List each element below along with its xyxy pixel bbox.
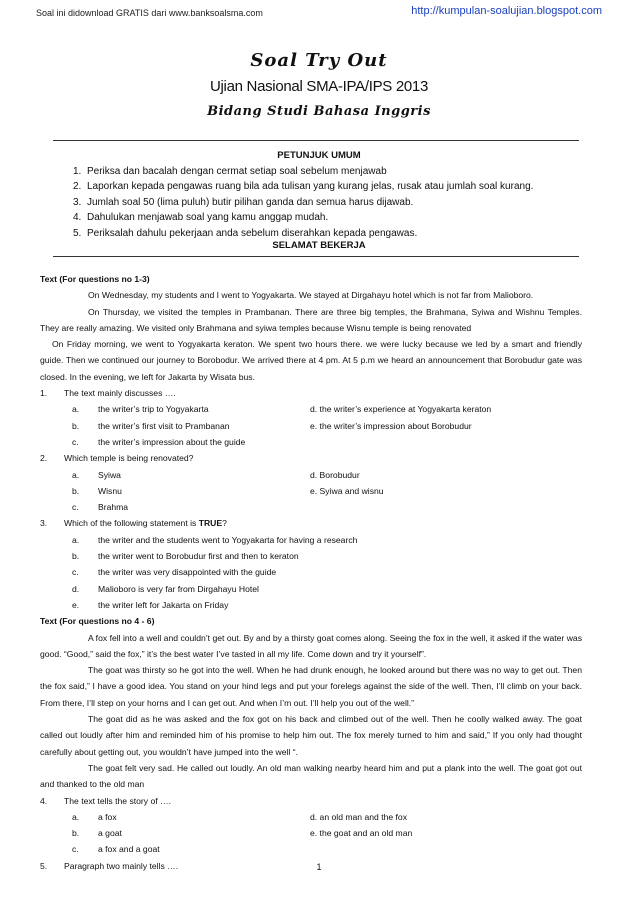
option-d: d. Borobudur xyxy=(310,469,360,480)
text1-paragraph: On Thursday, we visited the temples in Prambanan. There are three big temples, the Brahmana, Syiwa and Wishnu Temples. They are really amazing. We visited only Brahmana and syiwa temples because Wisnu temple is being renovated xyxy=(40,306,582,333)
option-d: Malioboro is very far from Dirgahayu Hotel xyxy=(98,583,259,594)
text1-paragraph: On Wednesday, my students and I went to Yogyakarta. We stayed at Dirgahayu hotel which is not far from Malioboro. xyxy=(88,290,534,301)
option-b: the writer went to Borobudur first and then to keraton xyxy=(98,551,299,562)
option-e: e. the writer’s impression about Borobudur xyxy=(310,420,472,431)
question-1-option-row: a. the writer’s trip to Yogyakarta d. the writer’s experience at Yogyakarta keraton xyxy=(40,401,582,417)
option-c: the writer’s impression about the guide xyxy=(98,436,246,447)
option-d: d. an old man and the fox xyxy=(310,811,407,822)
question-1-option-row: c. the writer’s impression about the guide xyxy=(40,434,582,450)
question-2-option-row: c. Brahma xyxy=(40,499,582,515)
divider-top xyxy=(53,140,579,141)
closing-note: SELAMAT BEKERJA xyxy=(272,240,366,251)
divider-bottom xyxy=(53,256,579,257)
option-e: e. Syiwa and wisnu xyxy=(310,485,384,496)
instruction-item: 4. Dahulukan menjawab soal yang kamu anggap mudah. xyxy=(73,212,329,224)
instruction-item: 3. Jumlah soal 50 (lima puluh) butir pilihan ganda dan semua harus dijawab. xyxy=(73,196,414,208)
question-3-option-row: b. the writer went to Borobudur first and then to keraton xyxy=(40,548,582,564)
question-2-option-row: a. Syiwa d. Borobudur xyxy=(40,467,582,483)
download-source-note: Soal ini didownload GRATIS dari www.banksoalsma.com xyxy=(36,8,263,18)
question-3-option-row: e. the writer left for Jakarta on Friday xyxy=(40,597,582,613)
option-e: e. the goat and an old man xyxy=(310,828,413,839)
blog-url-link[interactable]: http://kumpulan-soalujian.blogspot.com xyxy=(411,5,602,17)
doc-title: Soal Try Out xyxy=(250,50,388,71)
subject-name: Bidang Studi Bahasa Inggris xyxy=(207,104,431,119)
option-a: Syiwa xyxy=(98,469,121,480)
question-4: 4. The text tells the story of …. xyxy=(40,795,171,806)
question-3: 3. Which of the following statement is TRUE? xyxy=(40,518,227,529)
option-b: a goat xyxy=(98,828,122,839)
question-4-option-row: a. a fox d. an old man and the fox xyxy=(40,809,582,825)
instructions-list xyxy=(63,164,583,241)
option-c: Brahma xyxy=(98,502,129,513)
text2-paragraph: The goat did as he was asked and the fox got on his back and climbed out of the well. Then he coolly walked away. The goat called out loudly after him and reminded him of his promise to help him out. The fox merely turned to him and said,” If you only had thought carefully about getting out, you wouldn’t have jumped into the well “. xyxy=(40,714,582,757)
text2-paragraph: The goat was thirsty so he got into the well. When he had drunk enough, he looked around but there was no way to get out. Then the fox said,” I have a good idea. You stand on your hind legs and put your forelegs against the side of the well. Then, I’ll climb on your back. From there, I’ll step on your horns and I can get out. And when I’m out. I’ll help you out of the well.” xyxy=(40,665,582,708)
text2-paragraph: The goat felt very sad. He called out loudly. An old man walking nearby heard him and put a plank into the well. The goat got out and thanked to the old man xyxy=(40,762,582,790)
instruction-item: 1. Periksa dan bacalah dengan cermat setiap soal sebelum menjawab xyxy=(73,166,387,177)
text1-paragraph: On Friday morning, we went to Yogyakarta keraton. We spent two hours there. we were lucky because we led by a smart and friendly guide. Then we continued our journey to Borobodur. We arrived there at 4 pm. At 5 p.m we heard an announcement that Borobudur gate was closed. In the evening, we left for Jakarta by Wisata bus. xyxy=(40,339,582,382)
exam-name: Ujian Nasional SMA-IPA/IPS 2013 xyxy=(209,78,429,95)
instruction-item: 2. Laporkan kepada pengawas ruang bila ada tulisan yang kurang jelas, rusak atau jumlah soal kurang. xyxy=(73,181,534,193)
question-4-option-row: b. a goat e. the goat and an old man xyxy=(40,825,582,841)
option-c: the writer was very disappointed with the guide xyxy=(98,567,277,578)
text1-heading: Text (For questions no 1-3) xyxy=(40,274,150,284)
option-e: the writer left for Jakarta on Friday xyxy=(98,599,229,610)
instruction-item: 5. Periksalah dahulu pekerjaan anda sebelum diserahkan kepada pengawas. xyxy=(73,227,418,239)
question-2: 2. Which temple is being renovated? xyxy=(40,453,194,464)
question-3-option-row: a. the writer and the students went to Yogyakarta for having a research xyxy=(40,532,582,548)
option-b: the writer’s first visit to Prambanan xyxy=(98,420,230,431)
question-2-option-row: b. Wisnu e. Syiwa and wisnu xyxy=(40,483,582,499)
option-c: a fox and a goat xyxy=(98,844,160,855)
option-a: a fox xyxy=(98,811,117,822)
text2-paragraph: A fox fell into a well and couldn’t get out. By and by a thirsty goat comes along. Seeing the fox in the well, it asked if the water was good. “Good,” said the fox,” it’s the best water I’ve tasted in all my life. Come down and try it yourself”. xyxy=(40,632,582,659)
question-3-option-row: c. the writer was very disappointed with the guide xyxy=(40,564,582,580)
question-1: 1. The text mainly discusses …. xyxy=(40,388,176,399)
instructions-title: PETUNJUK UMUM xyxy=(277,150,361,161)
question-4-option-row: c. a fox and a goat xyxy=(40,841,582,857)
question-5: 5. Paragraph two mainly tells …. xyxy=(40,860,179,871)
option-a: the writer’s trip to Yogyakarta xyxy=(98,404,209,415)
text2-heading: Text (For questions no 4 - 6) xyxy=(40,616,155,627)
exam-body xyxy=(40,271,582,874)
option-d: d. the writer’s experience at Yogyakarta keraton xyxy=(310,404,492,415)
option-a: the writer and the students went to Yogyakarta for having a research xyxy=(98,534,358,545)
question-1-option-row: b. the writer’s first visit to Prambanan e. the writer’s impression about Borobudur xyxy=(40,418,582,434)
option-b: Wisnu xyxy=(98,485,122,496)
question-3-option-row: d. Malioboro is very far from Dirgahayu Hotel xyxy=(40,581,582,597)
page-number: 1 xyxy=(316,862,322,872)
